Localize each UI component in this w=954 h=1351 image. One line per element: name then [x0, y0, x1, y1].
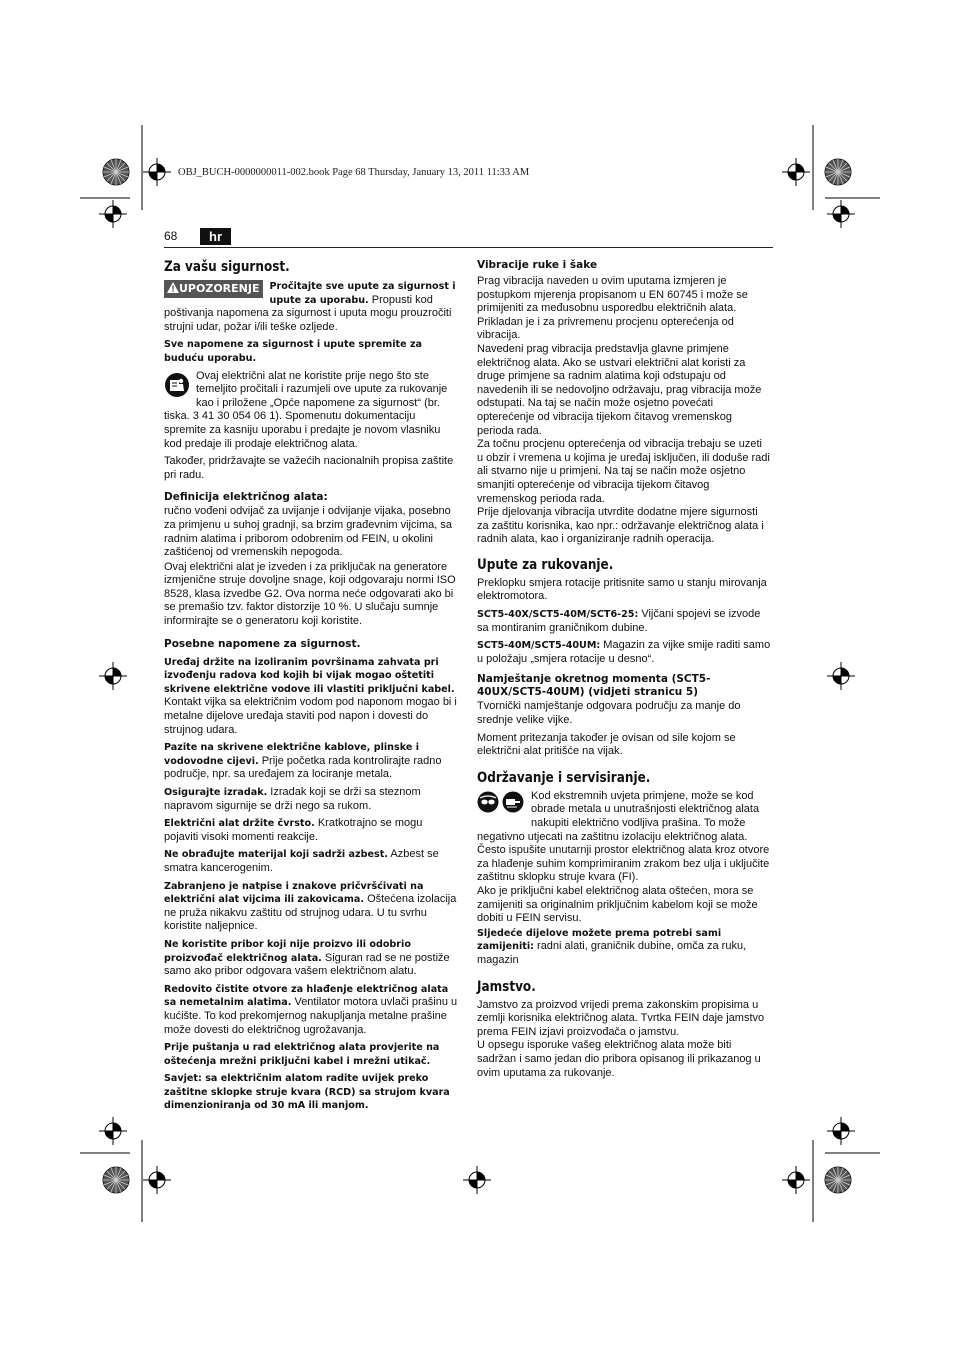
- warning-bold: Pročitajte sve upute za sigurnost i upute za uporabu.: [269, 281, 456, 306]
- maintenance-paragraph-2: Ako je priključni kabel električnog alata oštećen, mora se zamijeniti sa originalnim priključnim kabelom koji se može dobiti u FEIN servisu.: [477, 884, 758, 925]
- safety-item-8: [164, 983, 458, 1037]
- vibration-paragraph-4: Prije djelovanja vibracija utvrdite dodatne mjere sigurnosti za zaštitu korisnika, kao npr.: održavanje električnog alata i radnih alata, kao i organiziranje radnih operacija.: [477, 506, 764, 546]
- left-column: [164, 259, 458, 1117]
- language-badge: hr: [200, 228, 231, 245]
- safety-item-7-text: Siguran rad se ne postiže samo ako pribor odgovara vašem električnom alatu.: [164, 951, 450, 978]
- safety-item-7-bold: Ne koristite pribor koji nije proizvo ili odobrio proizvođač električnog alata.: [164, 938, 411, 964]
- right-column: [477, 259, 771, 1084]
- safety-item-9: Prije puštanja u rad električnog alata provjerite na oštećenja mrežni priključni kabel i mrežni utikač.: [164, 1042, 440, 1067]
- special-heading: Posebne napomene za sigurnost.: [164, 637, 361, 650]
- save-note: Sve napomene za sigurnost i upute spremite za buduću uporabu.: [164, 339, 423, 364]
- definition-text-1: ručno vođeni odvijač za uvijanje i odvijanje vijaka, posebno za primjenu u suhoj gradnji, sa brzim građevnim vijcima, sa radnim alatima i priborom odobrenim od FEIN, u okolini zaštićenoj od vremenskih nepogoda.: [164, 505, 452, 559]
- warning-text: Propusti kod poštivanja napomena za sigurnost i uputa mogu prouzročiti strujni udar, požar i/ili teške ozljede.: [164, 293, 452, 333]
- safety-item-10: Savjet: sa električnim alatom radite uvijek preko zaštitne sklopke struje kvara (RCD) sa strujom kvara dimenzioniranja od 30 mA ili manjom.: [164, 1073, 450, 1112]
- regulations-text: Također, pridržavajte se važećih nacionalnih propisa zaštite pri radu.: [164, 455, 454, 481]
- safety-item-2: [164, 741, 458, 782]
- safety-item-1-text: Kontakt vijka sa električnim vodom pod naponom mogao bi i metalne dijelove uređaja staviti pod napon i dovesti do strujnog udara.: [164, 696, 457, 736]
- safety-item-5-text: Azbest se smatra kancerogenim.: [164, 848, 439, 874]
- safety-item-5: [164, 848, 458, 875]
- file-info-line: OBJ_BUCH-0000000011-002.book Page 68 Thursday, January 13, 2011 11:33 AM: [178, 167, 530, 178]
- maintenance-paragraph-1: [477, 790, 771, 885]
- safety-item-8-bold: Redovito čistite otvore za hlađenje električnog alata sa nemetalnim alatima.: [164, 983, 449, 1009]
- page-number: 68: [164, 229, 178, 243]
- compressed-air-icon: [503, 791, 524, 812]
- eye-protection-icon: [478, 791, 499, 812]
- safety-item-7: [164, 938, 458, 979]
- safety-item-6: [164, 880, 458, 934]
- warranty-paragraph-1: Jamstvo za proizvod vrijedi prema zakonskim propisima u zemlji korisnika električnog alata. Tvrtka FEIN daje jamstvo prema FEIN izjavi proizvođača o jamstvu.: [477, 998, 765, 1038]
- read-manual-icon: [164, 372, 190, 403]
- maintenance-parts-bold: Sljedeće dijelove možete prema potrebi sami zamijeniti:: [477, 927, 722, 953]
- safety-title: Za vašu sigurnost.: [164, 259, 290, 275]
- safety-item-4-text: Kratkotrajno se mogu pojaviti visoki momenti reakcije.: [164, 817, 423, 843]
- definition-heading: Definicija električnog alata:: [164, 491, 328, 504]
- maintenance-icons: [477, 791, 525, 818]
- warning-badge: [164, 280, 263, 298]
- handling-text-3: Magazin za vijke smije raditi samo u položaju „smjera rotacije u desno“.: [477, 639, 771, 665]
- safety-item-3-bold: Osigurajte izradak.: [164, 787, 268, 798]
- torque-paragraph-1: Tvornički namještanje odgovara području za manje do srednje velike vijke.: [477, 700, 741, 727]
- handling-title: Upute za rukovanje.: [477, 556, 614, 573]
- handling-models-1: SCT5-40X/SCT5-40M/SCT6-25:: [477, 609, 639, 621]
- safety-item-3: [164, 786, 458, 813]
- safety-item-8-text: Ventilator motora uvlači prašinu u kućište. To kod prekomjernog nakupljanja metalne prašine može dovesti do električnog ugrožavanja.: [164, 996, 458, 1036]
- maintenance-paragraph-3: [477, 927, 771, 968]
- torque-paragraph-2: Moment pritezanja također je ovisan od sile kojom se električni alat pritišće na vijak.: [477, 731, 736, 758]
- handling-models-2: SCT5-40M/SCT5-40UM:: [477, 640, 601, 652]
- safety-item-1-bold: Uređaj držite na izoliranim površinama zahvata pri izvođenju radova kod kojih bi vijak mogao oštetiti skrivene električne vodove ili vlastiti priključni kabel.: [164, 656, 455, 695]
- read-manual-text: Ovaj električni alat ne koristite prije nego što ste temeljito pročitali i razumjeli ove upute za rukovanje kao i priložene „Opće napomene za sigurnost“ (br. tiska. 3 41 30 054 06 1). Spomenutu dokumentaciju spremite za kasniju uporabu i predajte je novom vlasniku kod predaje ili prodaje električnog alata.: [164, 369, 448, 450]
- vibration-heading: Vibracije ruke i šake: [477, 259, 598, 271]
- maintenance-text-1: Kod ekstremnih uvjeta primjene, može se kod obrade metala u unutrašnjosti električnog alata nakupiti električno vodljiva prašina. To može negativno utjecati na zaštitnu izolaciju električnog alata. Često ispušite unutarnji prostor električnog alata kroz otvore za hlađenje suhim komprimiranim zrakom bez ulja i uključite zaštitnu sklopku struje kvara (FI).: [477, 789, 770, 884]
- maintenance-title: Održavanje i servisiranje.: [477, 769, 651, 786]
- warranty-paragraph-2: U opsegu isporuke vašeg električnog alata može biti sadržan i samo jedan dio pribora opisanog ili prikazanog u ovim uputama za rukovanje.: [477, 1039, 761, 1079]
- definition-text-2: Ovaj električni alat je izveden i za priključak na generatore izmjenične struje dovoljne snage, koji odgovaraju normi ISO 8528, klasa izvedbe G2. Ova norma neće odgovarati ako bi se premašio tzv. faktor distorzije 10 %. U slučaju sumnje informirajte se o generatoru koji koristite.: [164, 560, 456, 628]
- safety-item-1: [164, 656, 458, 738]
- handling-paragraph-1: Preklopku smjera rotacije pritisnite samo u stanju mirovanja elektromotora.: [477, 576, 767, 603]
- vibration-paragraph-1: Prag vibracija naveden u ovim uputama izmjeren je postupkom mjerenja propisanom u EN 60745 i može se primijeniti za međusobnu usporedbu električnih alata. Prikladan je i za privremenu procjenu opterećenja od vibracija.: [477, 275, 748, 342]
- handling-text-2: Vijčani spojevi se izvode sa montiranim graničnikom dubine.: [477, 608, 761, 634]
- warning-paragraph: [164, 280, 458, 334]
- safety-item-3-text: Izradak koji se drži sa steznom napravom sigurnije se drži nego sa rukom.: [164, 786, 421, 812]
- handling-paragraph-2: [477, 608, 771, 635]
- warning-triangle-icon: [167, 282, 179, 293]
- vibration-paragraph-3: Za točnu procjenu opterećenja od vibracija trebaju se uzeti u obzir i vremena u kojima je uređaj isključen, ili doduše radi ali stvarno nije u primjeni. Na taj se način može osjetno smanjiti opterećenje od vibracija tijekom čitavog vremenskog perioda rada.: [477, 438, 770, 505]
- safety-item-6-bold: Zabranjeno je natpise i znakove pričvršćivati na električni alat vijcima ili zakovicama.: [164, 880, 424, 906]
- safety-item-4: [164, 817, 458, 844]
- read-manual-paragraph: [164, 370, 458, 452]
- warning-badge-label: UPOZORENJE: [179, 282, 260, 295]
- safety-item-5-bold: Ne obrađujte materijal koji sadrži azbest.: [164, 849, 388, 861]
- maintenance-parts-text: radni alati, graničnik dubine, omča za ruku, magazin: [477, 940, 747, 966]
- safety-item-2-bold: Pazite na skrivene električne kablove, plinske i vodovodne cijevi.: [164, 742, 419, 767]
- safety-item-6-text: Oštećena izolacija ne pruža nikakvu zaštitu od strujnog udara. U tu svrhu koristite naljepnice.: [164, 893, 457, 933]
- safety-item-4-bold: Električni alat držite čvrsto.: [164, 818, 315, 830]
- vibration-paragraph-2: Navedeni prag vibracija predstavlja glavne primjene električnog alata. Ako se ustvari električni alat koristi za druge primjene sa radnim alatima koji odstupaju od navedenih ili se nedovoljno održavaju, prag vibracija može odstupati. Na taj se način može osjetno povećati opterećenje od vibracija tijekom čitavog vremenskog perioda rada.: [477, 342, 762, 437]
- torque-heading: Namještanje okretnog momenta (SCT5-40UX/SCT5-40UM) (vidjeti stranicu 5): [477, 673, 711, 699]
- header-rule: [164, 247, 773, 248]
- safety-item-2-text: Prije početka rada kontrolirajte radno područje, npr. sa uređajem za lociranje metala.: [164, 754, 442, 781]
- handling-paragraph-3: [477, 639, 771, 666]
- warranty-title: Jamstvo.: [477, 978, 536, 995]
